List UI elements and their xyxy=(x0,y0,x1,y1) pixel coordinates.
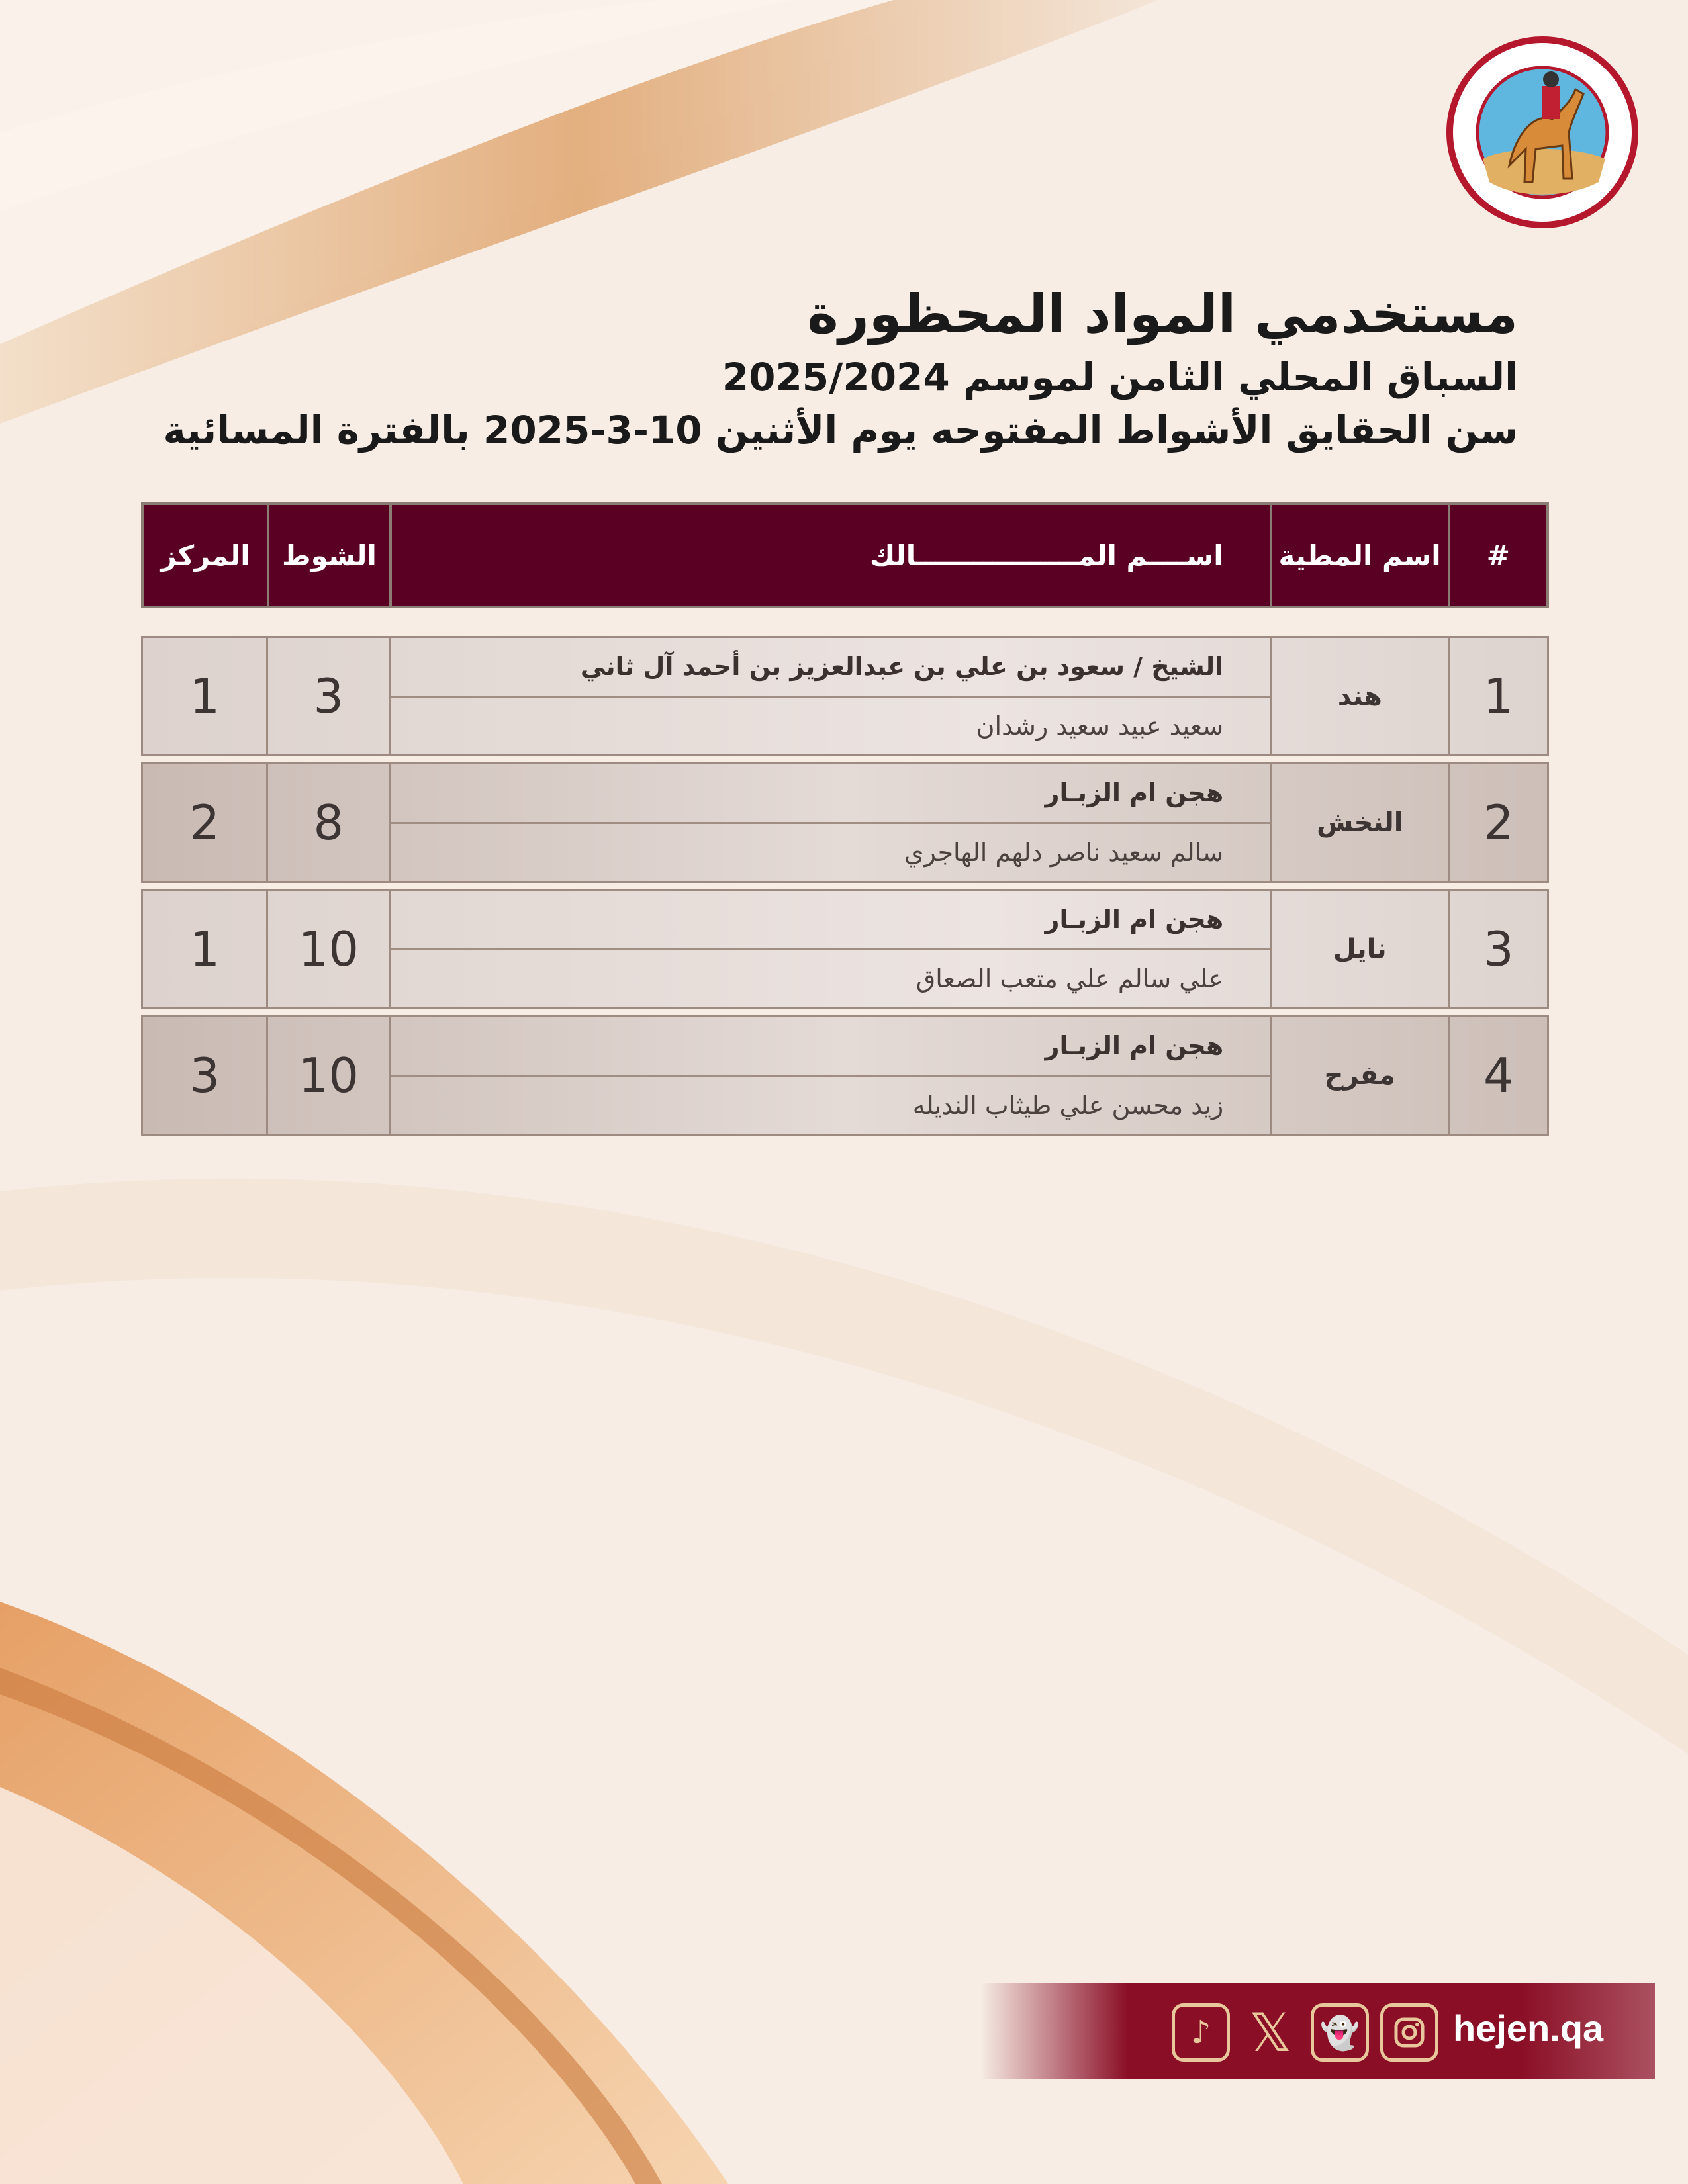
column-header-camel-name: اسم المطية xyxy=(1270,505,1448,606)
page-title: مستخدمي المواد المحظورة xyxy=(807,283,1518,345)
tiktok-icon[interactable]: ♪ xyxy=(1172,2003,1230,2062)
table-row xyxy=(141,762,1549,883)
row-number: 1 xyxy=(1448,638,1547,754)
column-header-lap: الشوط xyxy=(267,505,389,606)
position: 3 xyxy=(189,1048,220,1103)
row-number: 3 xyxy=(1448,891,1547,1007)
owner-cell xyxy=(389,764,1270,881)
table-header xyxy=(141,502,1549,608)
social-footer xyxy=(980,1983,1655,2079)
trainer-name: علي سالم علي متعب الصعاق xyxy=(915,964,1224,993)
lap-number: 10 xyxy=(266,891,388,1007)
camel-name: نايل xyxy=(1270,891,1448,1007)
page-subtitle: السباق المحلي الثامن لموسم 2025/2024 xyxy=(722,355,1518,400)
camel-name: النخش xyxy=(1270,764,1448,881)
position: 2 xyxy=(189,795,220,850)
trainer-name: سعيد عبيد سعيد رشدان xyxy=(976,711,1224,741)
owner-cell xyxy=(389,891,1270,1007)
row-number: 4 xyxy=(1448,1017,1547,1134)
lap-number: 3 xyxy=(266,638,388,754)
owner-name: هجن ام الزبـار xyxy=(391,1017,1270,1077)
table-row xyxy=(141,889,1549,1009)
column-header-number: # xyxy=(1448,505,1546,606)
position: 1 xyxy=(189,668,220,724)
row-number: 2 xyxy=(1448,764,1547,881)
column-header-owner: اســــم المـــــــــــــــــالك xyxy=(389,505,1270,606)
camel-name: هند xyxy=(1270,638,1448,754)
lap-number: 8 xyxy=(266,764,388,881)
owner-cell xyxy=(389,638,1270,754)
instagram-icon[interactable] xyxy=(1380,2003,1438,2062)
x-icon[interactable]: 𝕏 xyxy=(1248,2001,1292,2064)
table-row xyxy=(141,636,1549,756)
owner-name: هجن ام الزبـار xyxy=(391,764,1270,824)
trainer-name: زيد محسن علي طيثاب النديله xyxy=(912,1090,1224,1120)
title-block xyxy=(128,278,1518,457)
owner-name: هجن ام الزبـار xyxy=(391,891,1270,950)
lap-number: 10 xyxy=(266,1017,388,1134)
website-link[interactable]: hejen.qa xyxy=(1453,2007,1604,2049)
table-row xyxy=(141,1015,1549,1136)
trainer-name: سالم سعيد ناصر دلهم الهاجري xyxy=(904,837,1224,867)
owner-cell xyxy=(389,1017,1270,1134)
owner-name: الشيخ / سعود بن علي بن عبدالعزيز بن أحمد آل ثاني xyxy=(391,638,1270,698)
column-header-position: المركز xyxy=(160,539,250,572)
hejen-racing-committee-logo xyxy=(1436,33,1648,232)
camel-name: مفرح xyxy=(1270,1017,1448,1134)
position: 1 xyxy=(189,921,220,977)
race-details: سن الحقايق الأشواط المفتوحه يوم الأثنين 10-3-2025 بالفترة المسائية xyxy=(163,408,1518,453)
snapchat-icon[interactable]: 👻 xyxy=(1311,2003,1369,2062)
